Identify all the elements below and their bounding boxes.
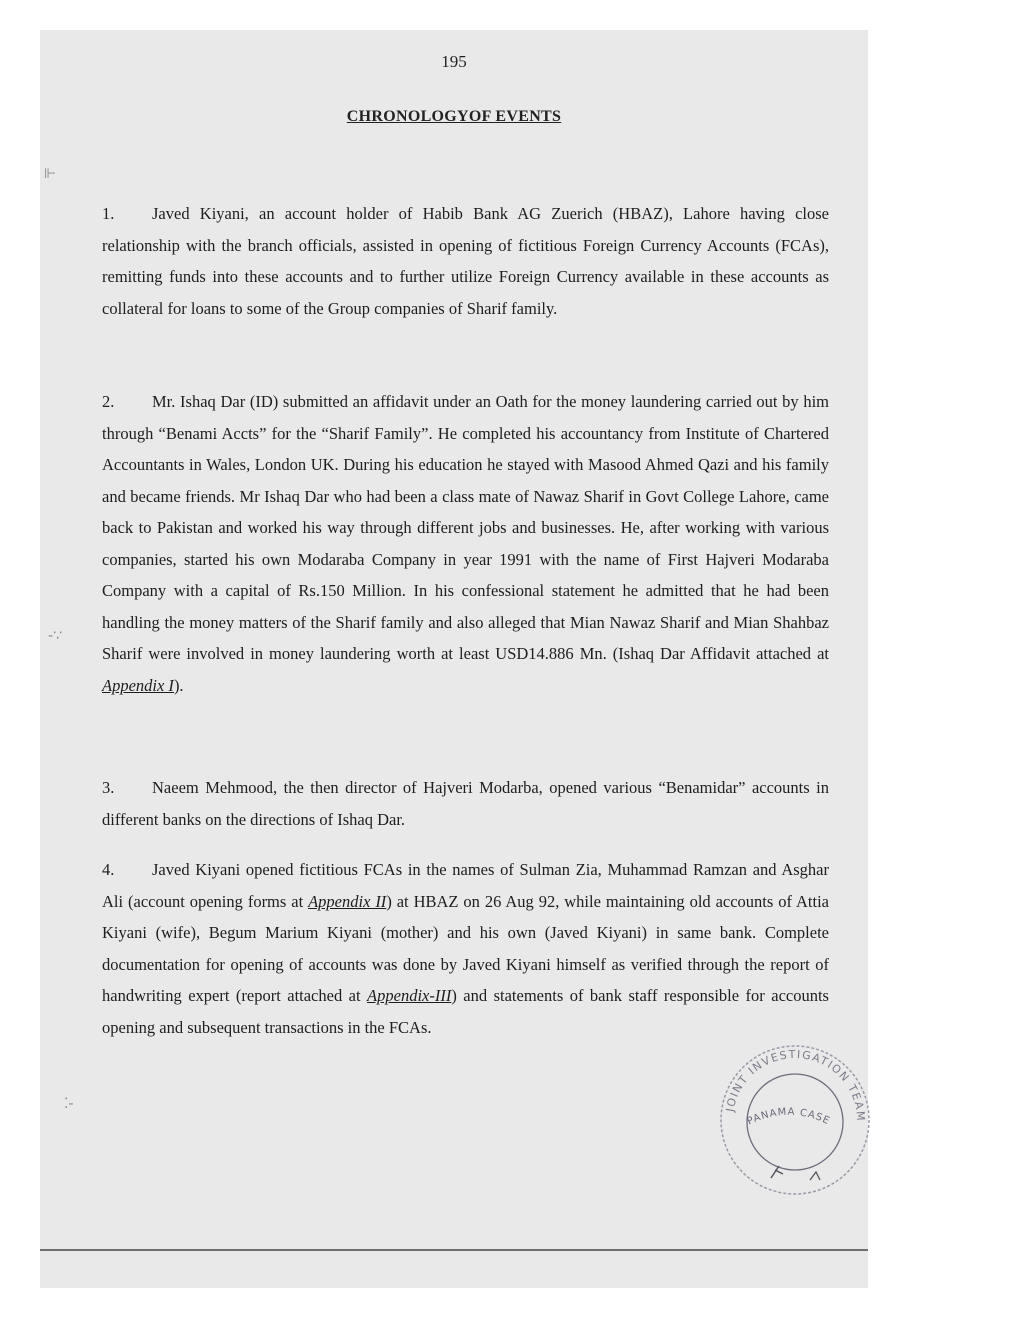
paragraph-2: [102, 386, 829, 701]
svg-text:PANAMA CASE: [746, 1107, 832, 1128]
paragraph-text: Mr. Ishaq Dar (ID) submitted an affidavit under an Oath for the money laundering carried out by him through “Benami Accts” for the “Sharif Family”. He completed his accountancy from Institute of Chartered Accountants in Wales, London UK. During his education he stayed with Masood Ahmed Qazi and his family and became friends. Mr Ishaq Dar who had been a class mate of Nawaz Sharif in Govt College Lahore, came back to Pakistan and worked his way through different jobs and businesses. He, after working with various companies, started his own Modaraba Company in year 1991 with the name of First Hajveri Modaraba Company with a capital of Rs.150 Million. In his confessional statement he admitted that he had been handling the money matters of the Sharif family and also alleged that Mian Nawaz Sharif and Mian Shahbaz Sharif were involved in money laundering worth at least USD14.886 Mn. (Ishaq Dar Affidavit attached at: [102, 392, 829, 663]
stamp-inner-text: PANAMA CASE: [745, 1106, 832, 1128]
margin-mark: ⊩: [44, 166, 57, 182]
page-title: CHRONOLOGYOF EVENTS: [346, 108, 562, 125]
paragraph-text: Javed Kiyani, an account holder of Habib Bank AG Zuerich (HBAZ), Lahore having close relationship with the branch officials, assisted in opening of fictitious Foreign Currency Accounts (FCAs), remitting funds into these accounts and to further utilize Foreign Currency available in these accounts as collateral for loans to some of the Group companies of Sharif family.: [102, 204, 829, 318]
document-page: [40, 30, 868, 1288]
margin-mark: ⁚-: [64, 1096, 74, 1112]
official-stamp-icon: [715, 1040, 875, 1200]
margin-mark: -∵: [48, 628, 62, 644]
paragraph-number: 3.: [102, 778, 115, 797]
paragraph-text: Javed Kiyani opened fictitious FCAs in the names of Sulman Zia, Muhammad Ramzan and Asghar Ali (account opening forms at: [102, 860, 829, 911]
appendix-reference: Appendix-III: [367, 986, 452, 1005]
page-number: 195: [441, 52, 467, 71]
bottom-rule: [40, 1249, 868, 1251]
paragraph-number: 1.: [102, 204, 115, 223]
paragraph-4: [102, 854, 829, 1043]
paragraph-text-end: ) and statements of bank staff responsible for accounts opening and subsequent transactions in the FCAs.: [102, 986, 829, 1037]
stamp-outer-text: JOINT INVESTIGATION TEAM: [723, 1047, 868, 1123]
paragraph-text: Naeem Mehmood, the then director of Hajveri Modarba, opened various “Benamidar” accounts in different banks on the directions of Ishaq Dar.: [102, 778, 829, 829]
paragraph-number: 4.: [102, 860, 115, 879]
appendix-reference: Appendix II: [308, 891, 387, 911]
paragraph-text: ) at HBAZ on 26 Aug 92, while maintaining old accounts of Attia Kiyani (wife), Begum Marium Kiyani (mother) and his own (Javed Kiyani) in same bank. Complete documentation for opening of accounts was done by Javed Kiyani himself as verified through the report of handwriting expert (report attached at: [102, 891, 829, 1005]
paragraph-text-end: ).: [173, 675, 184, 695]
appendix-reference: Appendix I: [102, 675, 174, 695]
paragraph-3: [102, 772, 829, 835]
paragraph-number: 2.: [102, 392, 115, 411]
paragraph-1: [102, 198, 829, 324]
